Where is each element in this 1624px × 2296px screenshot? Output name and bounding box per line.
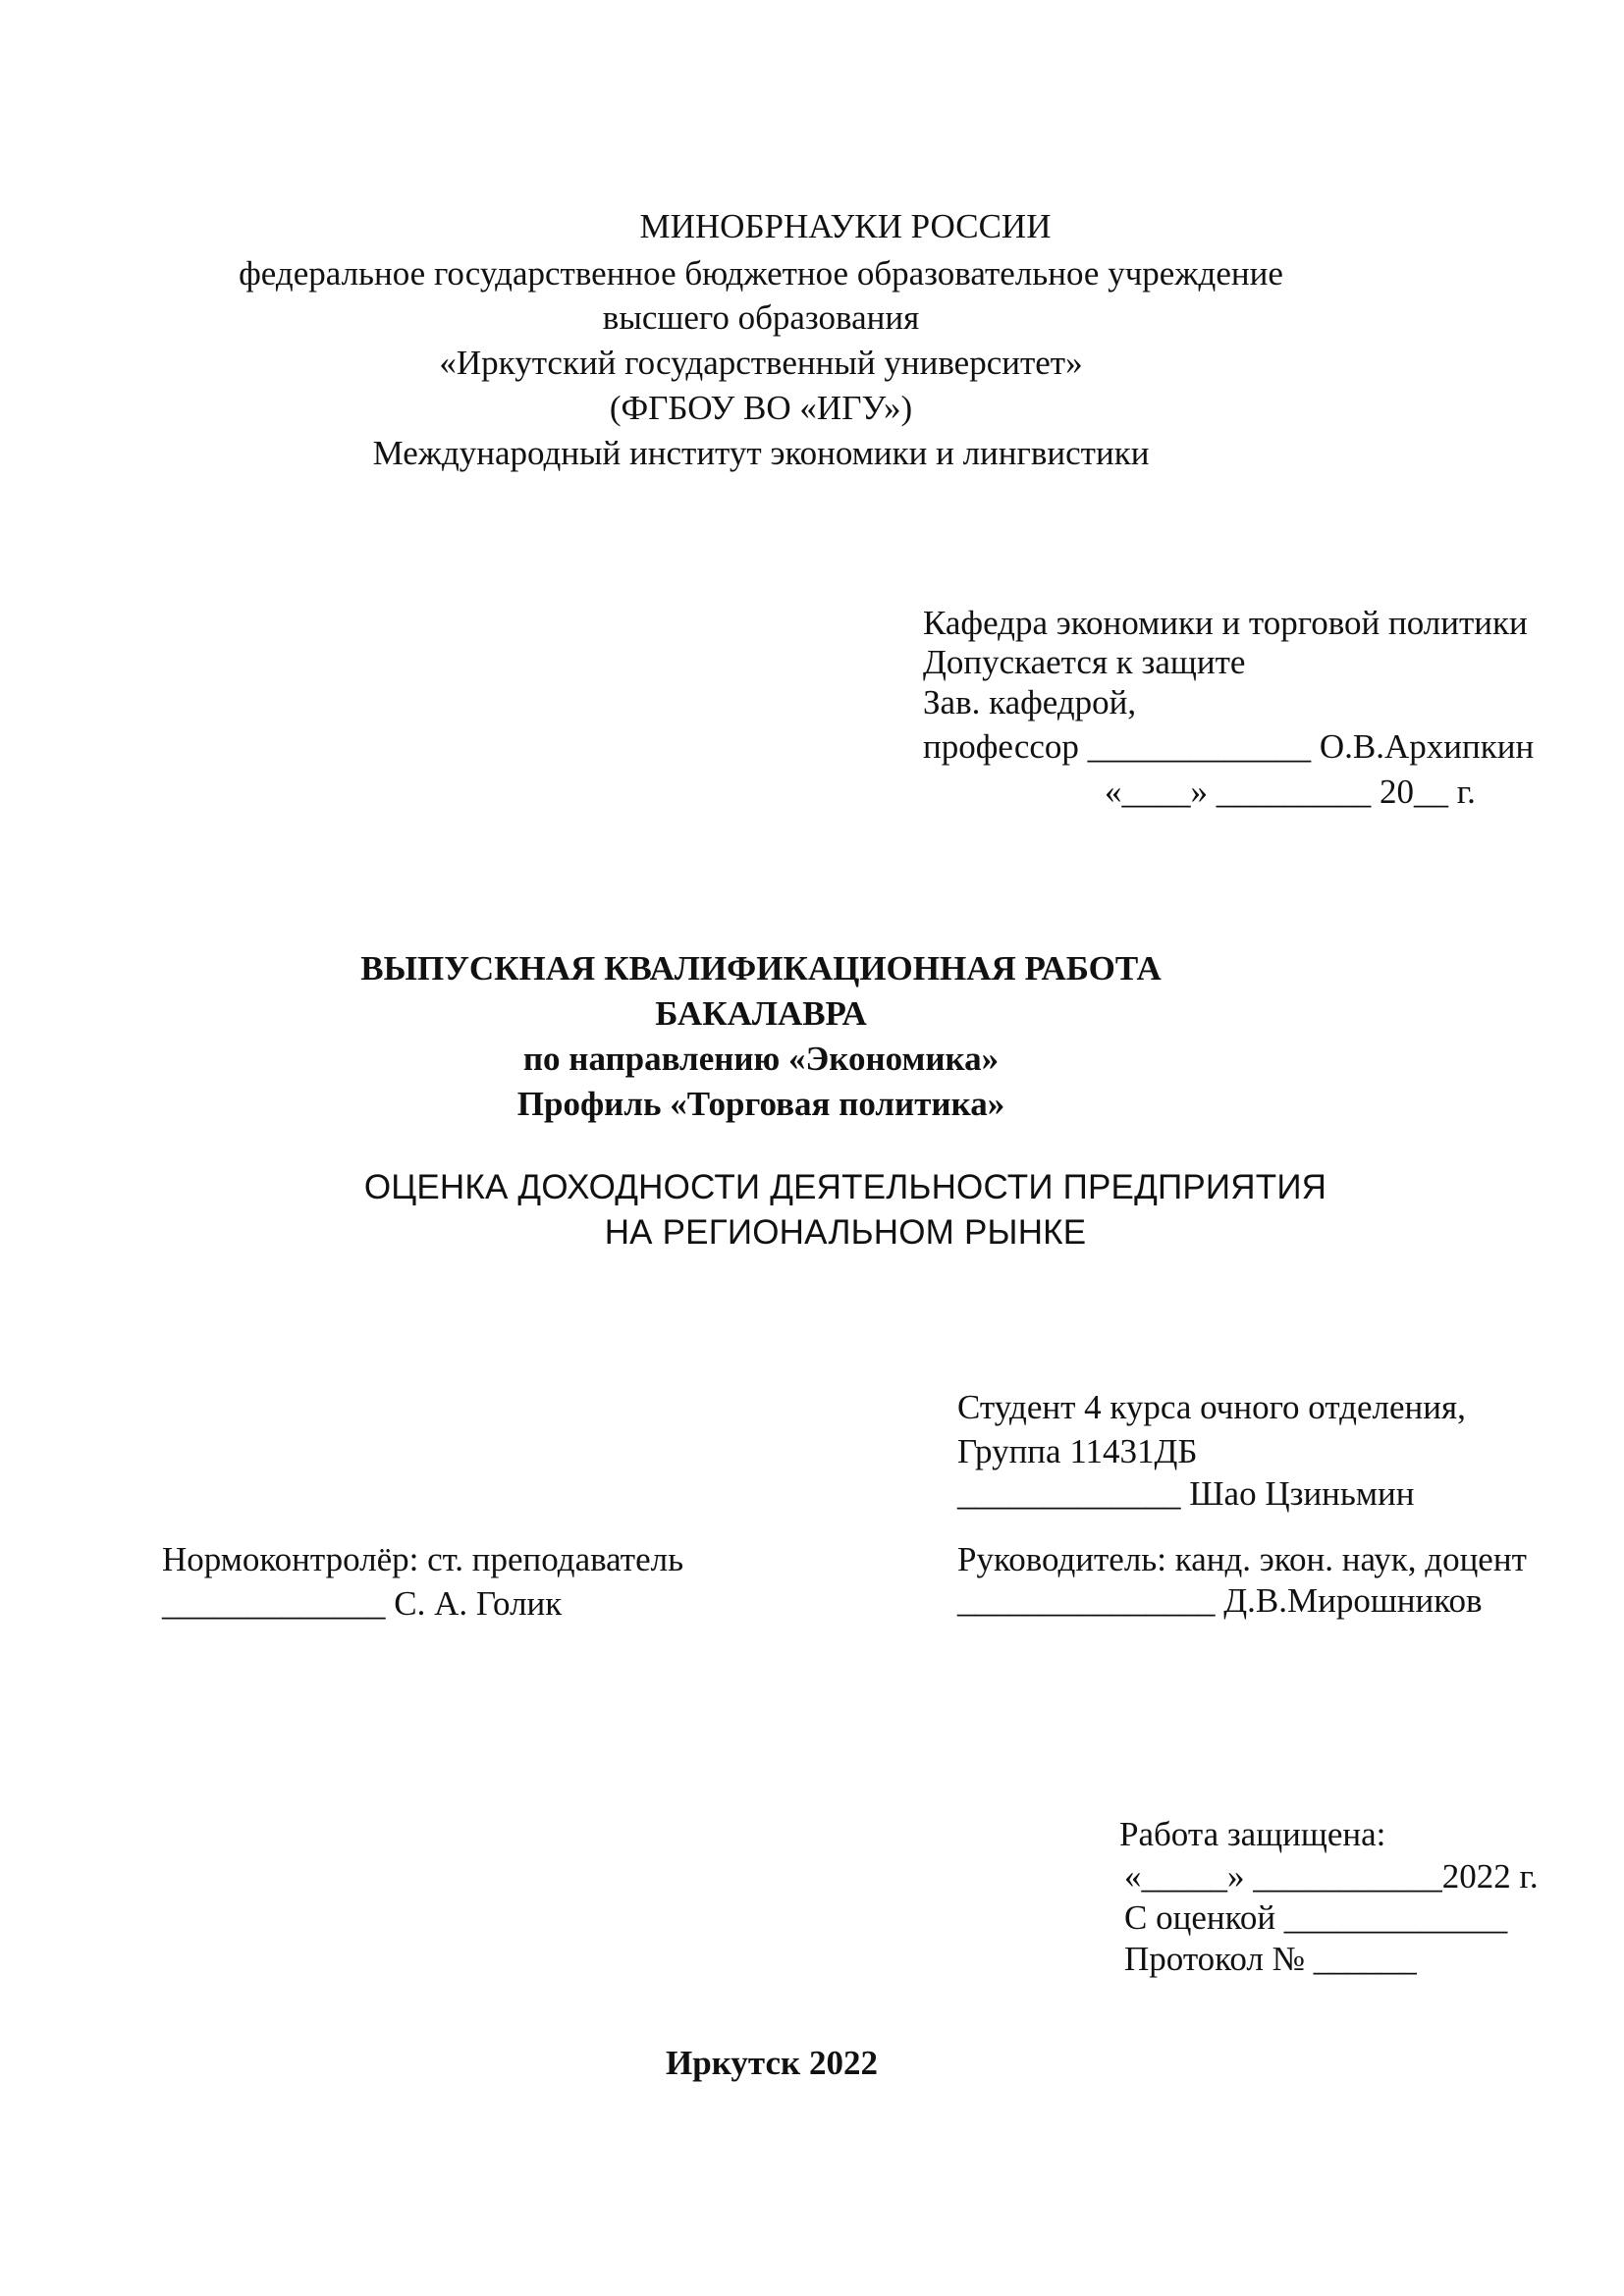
institution-type: федеральное государственное бюджетное образовательное учреждение xyxy=(239,254,1283,293)
student-signature-line: _____________ Шао Цзиньмин xyxy=(957,1474,1415,1513)
defense-grade-line: С оценкой _____________ xyxy=(1124,1898,1508,1937)
supervisor-signature-line: _______________ Д.В.Мирошников xyxy=(957,1581,1483,1620)
normcontroller-role: Нормоконтролёр: ст. преподаватель xyxy=(162,1540,684,1578)
professor-signature-line: профессор _____________ О.В.Архипкин xyxy=(923,727,1535,766)
university-abbreviation: (ФГБОУ ВО «ИГУ») xyxy=(609,389,913,427)
institute-name: Международный институт экономики и лингвистики xyxy=(372,434,1150,472)
admission-label: Допускается к защите xyxy=(923,643,1246,681)
head-of-department-label: Зав. кафедрой, xyxy=(923,683,1137,721)
normcontroller-signature-line: _____________ С. А. Голик xyxy=(162,1584,563,1623)
student-group: Группа 11431ДБ xyxy=(957,1432,1198,1470)
defense-label: Работа защищена: xyxy=(1119,1815,1386,1853)
work-type-line1: ВЫПУСКНАЯ КВАЛИФИКАЦИОННАЯ РАБОТА xyxy=(360,949,1162,988)
university-name: «Иркутский государственный университет» xyxy=(439,344,1083,382)
work-profile: Профиль «Торговая политика» xyxy=(516,1085,1005,1123)
work-title-line1: ОЦЕНКА ДОХОДНОСТИ ДЕЯТЕЛЬНОСТИ ПРЕДПРИЯТИЯ xyxy=(363,1168,1327,1206)
defense-date-line: «_____» ___________2022 г. xyxy=(1124,1857,1539,1896)
work-type-line2: БАКАЛАВРА xyxy=(655,994,867,1033)
admission-date-line: «____» _________ 20__ г. xyxy=(1105,773,1476,811)
education-level: высшего образования xyxy=(602,298,920,337)
department-name: Кафедра экономики и торговой политики xyxy=(923,604,1528,642)
defense-protocol-line: Протокол № ______ xyxy=(1124,1940,1417,1978)
work-direction: по направлению «Экономика» xyxy=(522,1040,1000,1078)
student-course: Студент 4 курса очного отделения, xyxy=(957,1388,1466,1426)
city-year: Иркутск 2022 xyxy=(666,2044,878,2082)
supervisor-role: Руководитель: канд. экон. наук, доцент xyxy=(957,1540,1527,1578)
work-title-line2: НА РЕГИОНАЛЬНОМ РЫНКЕ xyxy=(604,1213,1087,1252)
ministry-name: МИНОБРНАУКИ РОССИИ xyxy=(639,207,1052,245)
